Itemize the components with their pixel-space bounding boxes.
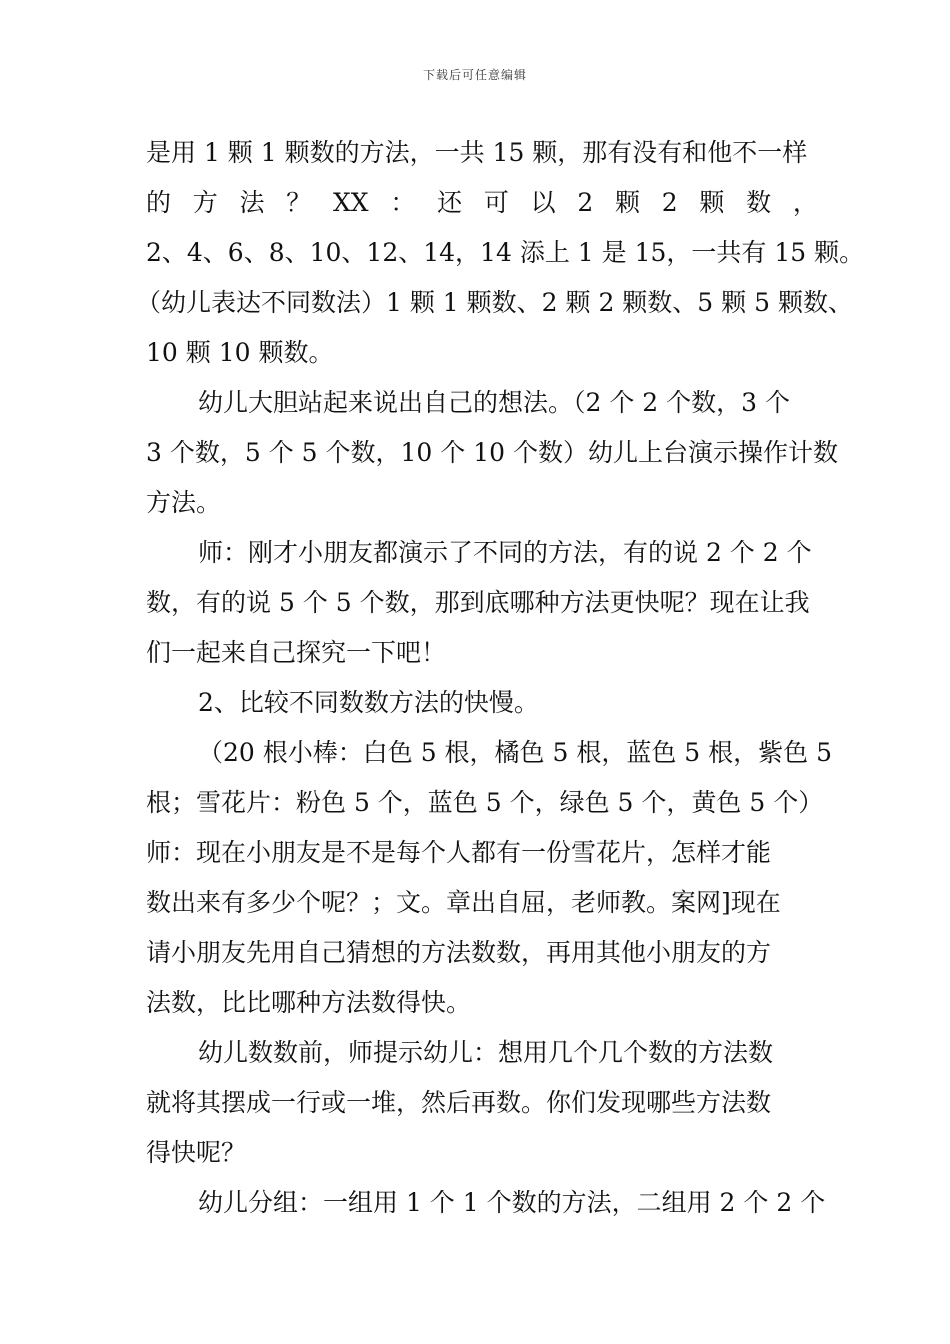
document-body xyxy=(136,128,865,1228)
text-line: 方法。 xyxy=(146,488,222,517)
text-char: 以 xyxy=(530,188,556,217)
text-line: 幼儿数数前，师提示幼儿：想用几个几个数的方法数 xyxy=(198,1038,774,1067)
text-char: 法 xyxy=(239,188,265,217)
text-char: ， xyxy=(792,188,818,217)
text-char: XX xyxy=(333,188,369,217)
text-line: 是用 1 颗 1 颗数的方法，一共 15 颗，那有没有和他不一样 xyxy=(146,138,808,167)
text-line: （幼儿表达不同数法）1 颗 1 颗数、2 颗 2 颗数、5 颗 5 颗数、 xyxy=(136,288,853,317)
text-line-spaced xyxy=(146,178,818,228)
text-line: 2、4、6、8、10、12、14，14 添上 1 是 15，一共有 15 颗。 xyxy=(146,238,865,267)
text-line: 根；雪花片：粉色 5 个，蓝色 5 个，绿色 5 个，黄色 5 个） xyxy=(146,788,824,817)
text-line: 数，有的说 5 个 5 个数，那到底哪种方法更快呢？现在让我 xyxy=(146,588,810,617)
text-char: 数 xyxy=(746,188,772,217)
text-line: 师：刚才小朋友都演示了不同的方法，有的说 2 个 2 个 xyxy=(198,538,812,567)
text-char: ？ xyxy=(286,188,312,217)
text-line: 师：现在小朋友是不是每个人都有一份雪花片，怎样才能 xyxy=(146,838,772,867)
text-line: 就将其摆成一行或一堆，然后再数。你们发现哪些方法数 xyxy=(146,1088,772,1117)
text-char: 还 xyxy=(437,188,463,217)
text-char: 可 xyxy=(483,188,509,217)
text-char: 颗 xyxy=(699,188,725,217)
text-char: 的 xyxy=(146,188,172,217)
text-char: 2 xyxy=(577,188,594,217)
text-line: 法数，比比哪种方法数得快。 xyxy=(146,988,472,1017)
text-line: 幼儿大胆站起来说出自己的想法。（2 个 2 个数，3 个 xyxy=(198,388,791,417)
text-line: 们一起来自己探究一下吧！ xyxy=(146,638,447,667)
text-line: 请小朋友先用自己猜想的方法数数，再用其他小朋友的方 xyxy=(146,938,772,967)
text-line: 数出来有多少个呢？；文。章出自屈，老师教。案网]现在 xyxy=(146,888,781,917)
text-char: 方 xyxy=(192,188,218,217)
text-char: ： xyxy=(390,188,416,217)
text-line: 3 个数，5 个 5 个数，10 个 10 个数）幼儿上台演示操作计数 xyxy=(146,438,838,467)
text-char: 颗 xyxy=(614,188,640,217)
text-line: 得快呢？ xyxy=(146,1138,247,1167)
section-heading: 2、比较不同数数方法的快慢。 xyxy=(198,688,539,717)
text-char: 2 xyxy=(661,188,678,217)
text-line: 幼儿分组：一组用 1 个 1 个数的方法，二组用 2 个 2 个 xyxy=(198,1188,826,1217)
text-line: （20 根小棒：白色 5 根，橘色 5 根，蓝色 5 根，紫色 5 xyxy=(198,738,833,767)
page-header: 下载后可任意编辑 xyxy=(422,68,527,82)
text-line: 10 颗 10 颗数。 xyxy=(146,338,334,367)
